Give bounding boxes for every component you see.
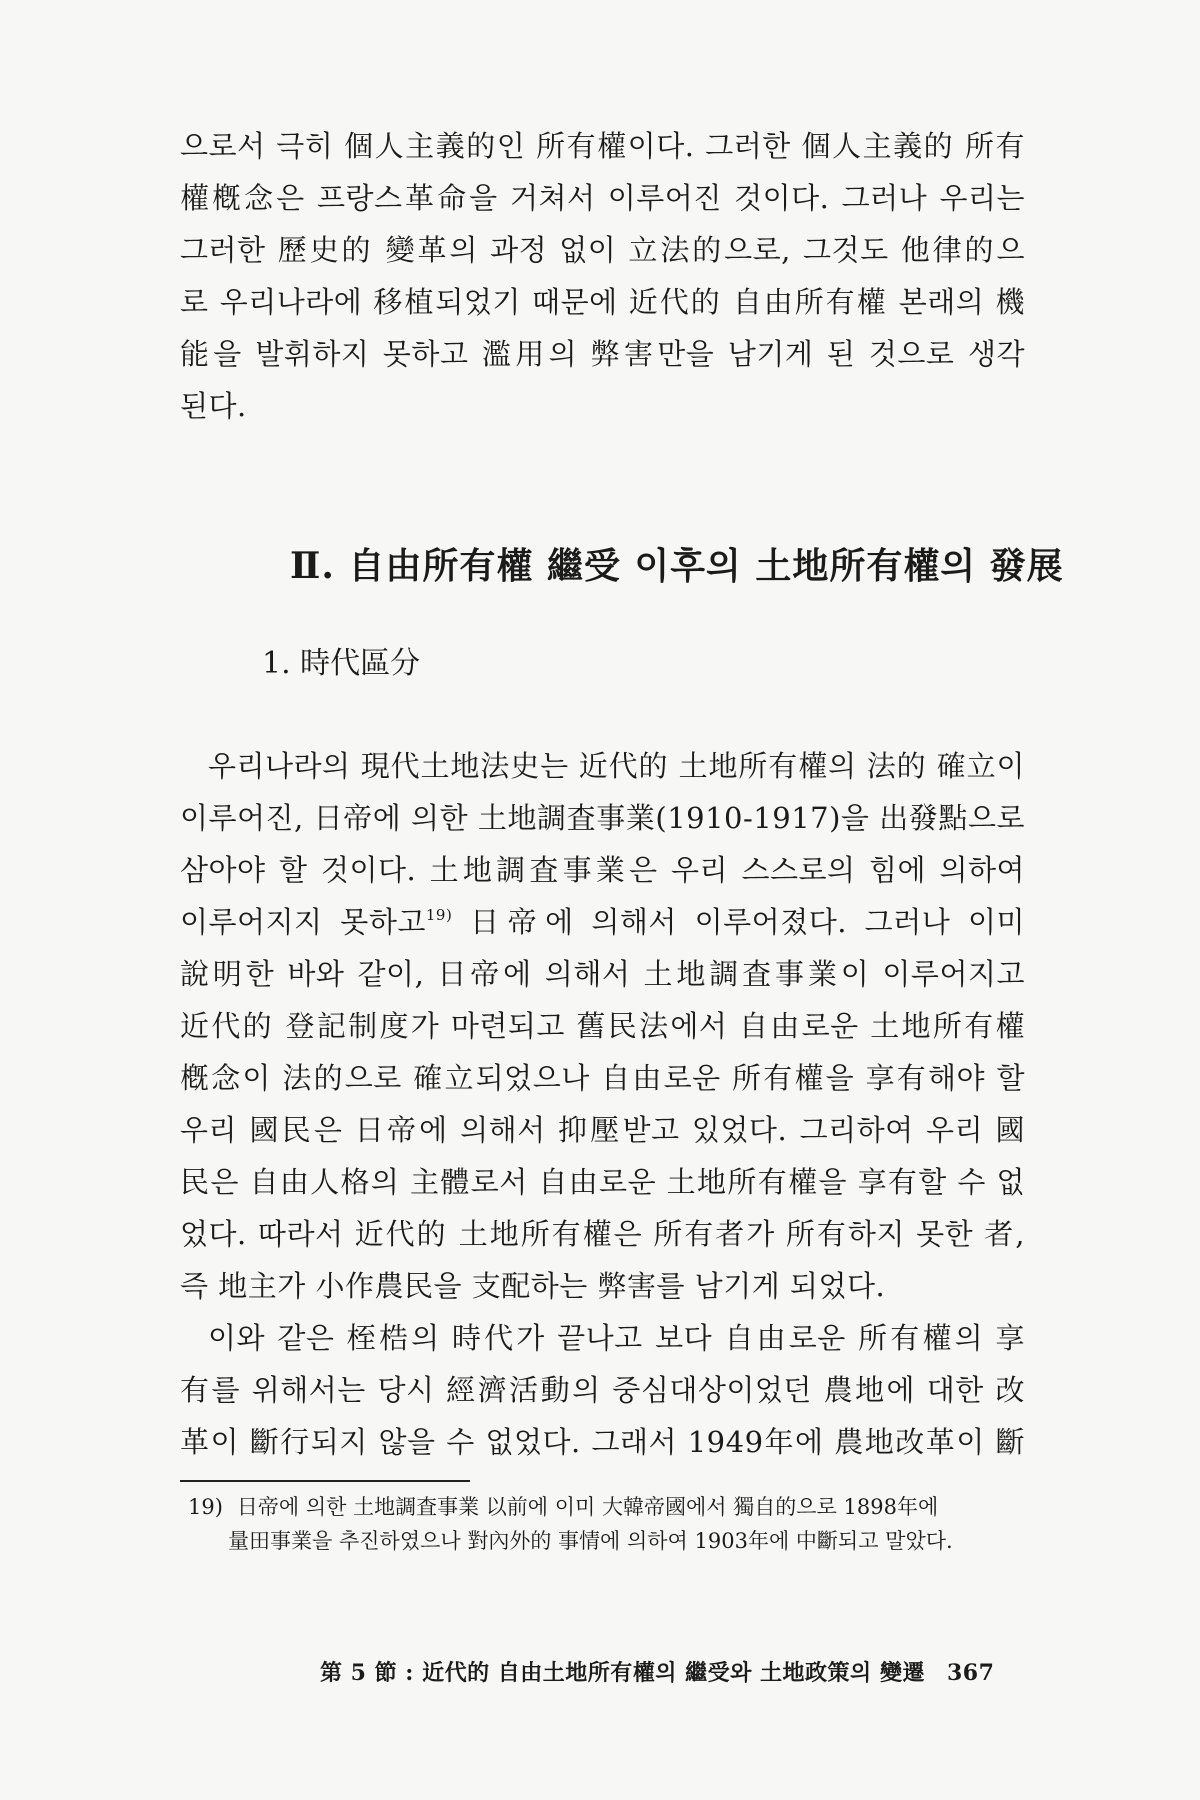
paragraph-line: 우리 國民은 日帝에 의해서 抑壓받고 있었다. 그리하여 우리 國: [180, 1113, 1025, 1147]
paragraph-line: 로 우리나라에 移植되었기 때문에 近代的 自由所有權 본래의 機: [180, 285, 1025, 319]
main-paragraph: [180, 740, 1025, 1468]
paragraph-line: 었다. 따라서 近代的 土地所有權은 所有者가 所有하지 못한 者,: [180, 1217, 1025, 1251]
paragraph-line: 삼아야 할 것이다. 土地調査事業은 우리 스스로의 힘에 의하여: [180, 853, 1025, 887]
footnote-divider: [180, 1480, 470, 1482]
paragraph-line: 權槪念은 프랑스革命을 거쳐서 이루어진 것이다. 그러나 우리는: [180, 181, 1025, 215]
footnote-number: 19): [188, 1495, 223, 1519]
running-footer: [320, 1656, 994, 1687]
footnotes: [188, 1490, 1028, 1558]
paragraph-line: 으로서 극히 個人主義的인 所有權이다. 그러한 個人主義的 所有: [180, 129, 1025, 163]
paragraph-line: 그러한 歷史的 變革의 과정 없이 立法的으로, 그것도 他律的으: [180, 233, 1025, 267]
footnote-line: 量田事業을 추진하였으나 對內外的 事情에 의하여 1903年에 中斷되고 말았다.: [228, 1529, 953, 1553]
paragraph-line: 近代的 登記制度가 마련되고 舊民法에서 自由로운 土地所有權: [180, 1009, 1025, 1043]
footnote-text: 日帝에 의한 土地調査事業 以前에 이미 大韓帝國에서 獨自的으로 1898年에: [236, 1495, 939, 1519]
paragraph-line: 된다.: [180, 389, 247, 423]
paragraph-line: 有를 위해서는 당시 經濟活動의 중심대상이었던 農地에 대한 改: [180, 1373, 1025, 1407]
footnote-line: [188, 1490, 1028, 1524]
footnote-reference[interactable]: 19): [425, 906, 453, 924]
paragraph-line: 能을 발휘하지 못하고 濫用의 弊害만을 남기게 된 것으로 생각: [180, 337, 1025, 371]
paragraph-line: 說明한 바와 같이, 日帝에 의해서 土地調査事業이 이루어지고: [180, 957, 1025, 991]
paragraph-line-with-footnote: [180, 896, 1025, 948]
paragraph-line: 이와 같은 桎梏의 時代가 끝나고 보다 自由로운 所有權의 享: [208, 1321, 1025, 1355]
line-text: 日帝에 의해서 이루어졌다. 그러나 이미: [470, 905, 1025, 939]
paragraph-line: 民은 自由人格의 主體로서 自由로운 土地所有權을 享有할 수 없: [180, 1165, 1025, 1199]
footer-title: 第 5 節 : 近代的 自由土地所有權의 繼受와 土地政策의 變遷: [320, 1660, 925, 1686]
paragraph-line: 槪念이 法的으로 確立되었으나 自由로운 所有權을 享有해야 할: [180, 1061, 1025, 1095]
page-number: 367: [946, 1660, 995, 1686]
line-text: 이루어지지 못하고: [180, 905, 426, 939]
paragraph-line: 이루어진, 日帝에 의한 土地調査事業(1910-1917)을 出發點으로: [180, 801, 1025, 835]
subsection-heading: 1. 時代區分: [262, 646, 421, 681]
paragraph-line: 즉 地主가 小作農民을 支配하는 弊害를 남기게 되었다.: [180, 1269, 886, 1303]
section-heading: Ⅱ. 自由所有權 繼受 이후의 土地所有權의 發展: [290, 545, 1064, 587]
paragraph-line: 革이 斷行되지 않을 수 없었다. 그래서 1949年에 農地改革이 斷: [180, 1425, 1025, 1459]
intro-paragraph: [180, 120, 1025, 432]
paragraph-line: 우리나라의 現代土地法史는 近代的 土地所有權의 法的 確立이: [208, 749, 1025, 783]
